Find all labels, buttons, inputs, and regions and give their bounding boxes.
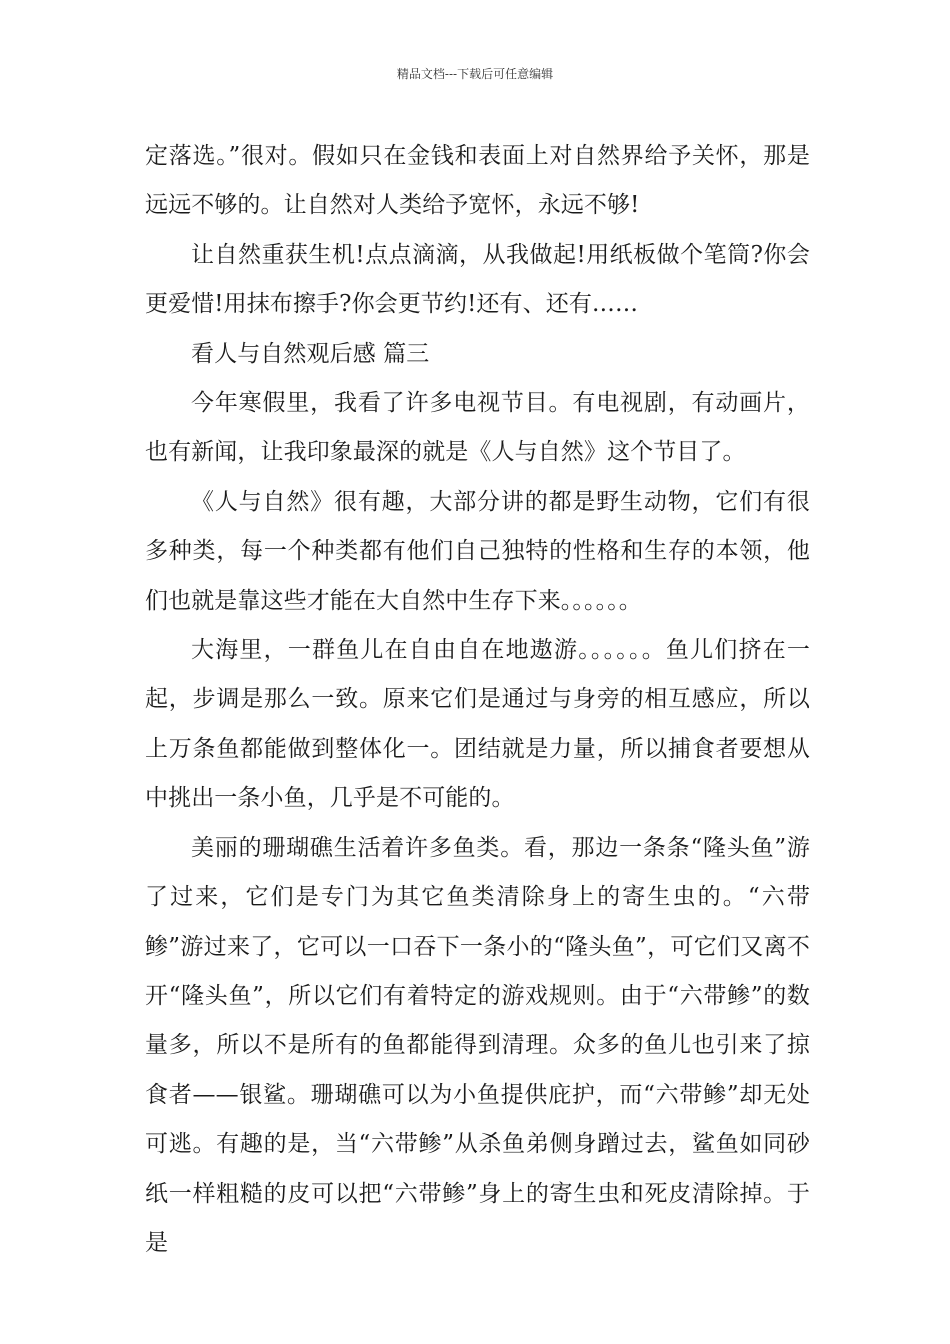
paragraph: 让自然重获生机!点点滴滴，从我做起!用纸板做个笔筒?你会更爱惜!用抹布擦手?你会更节约!还有、还有……	[145, 241, 810, 318]
paragraph: 《人与自然》很有趣，大部分讲的都是野生动物，它们有很多种类，每一个种类都有他们自己独特的性格和生存的本领，他们也就是靠这些才能在大自然中生存下来。。。。。。	[145, 488, 810, 614]
paragraph: 定落选。”很对。假如只在金钱和表面上对自然界给予关怀，那是远远不够的。让自然对人类给予宽怀，永远不够!	[145, 143, 810, 219]
document-body	[145, 132, 810, 1268]
paragraph: 美丽的珊瑚礁生活着许多鱼类。看，那边一条条“隆头鱼”游了过来，它们是专门为其它鱼类清除身上的寄生虫的。“六带鲹”游过来了，它可以一口吞下一条小的“隆头鱼”，可它们又离不开“隆头鱼”，所以它们有着特定的游戏规则。由于“六带鲹”的数量多，所以不是所有的鱼都能得到清理。众多的鱼儿也引来了掠食者——银鲨。珊瑚礁可以为小鱼提供庇护，而“六带鲹”却无处可逃。有趣的是，当“六带鲹”从杀鱼弟侧身蹭过去，鲨鱼如同砂纸一样粗糙的皮可以把“六带鲹”身上的寄生虫和死皮清除掉。于是	[145, 834, 810, 1256]
section-heading: 看人与自然观后感 篇三	[191, 340, 430, 367]
page-header: 精品文档---下载后可任意编辑	[396, 67, 554, 81]
paragraph: 大海里，一群鱼儿在自由自在地遨游。。。。。。鱼儿们挤在一起，步调是那么一致。原来它们是通过与身旁的相互感应，所以上万条鱼都能做到整体化一。团结就是力量，所以捕食者要想从中挑出一条小鱼，几乎是不可能的。	[145, 637, 810, 812]
paragraph: 今年寒假里，我看了许多电视节目。有电视剧，有动画片，也有新闻，让我印象最深的就是《人与自然》这个节目了。	[145, 390, 810, 466]
